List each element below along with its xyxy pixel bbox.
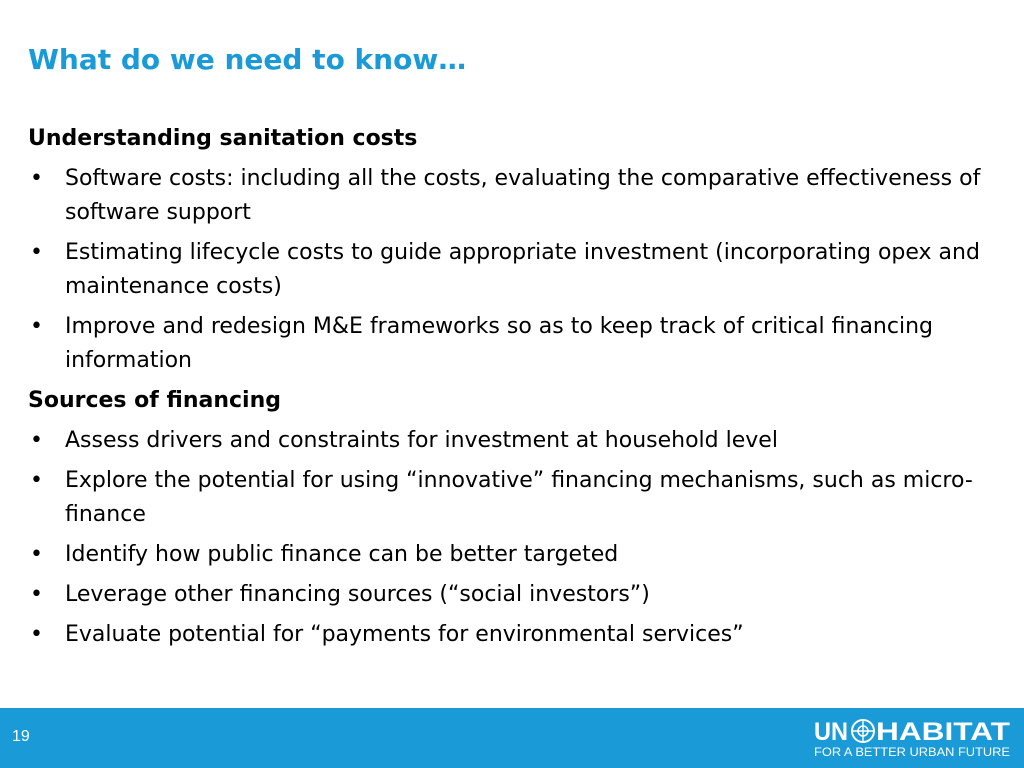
bullet-text: Assess drivers and constraints for investment at household level xyxy=(65,428,778,453)
section-heading-costs: Understanding sanitation costs xyxy=(28,126,418,151)
bullet-text: Improve and redesign M&E frameworks so as to keep track of critical financing information xyxy=(65,314,933,373)
bullet-text: Identify how public finance can be better targeted xyxy=(65,542,619,567)
bullet-icon: • xyxy=(30,542,43,567)
bullet-icon: • xyxy=(30,240,43,265)
bullet-text: Evaluate potential for “payments for environmental services” xyxy=(65,622,744,647)
bullet-list-financing xyxy=(28,424,1008,652)
bullet-icon: • xyxy=(30,622,43,647)
bullet-item xyxy=(28,618,1008,652)
section-heading-financing: Sources of financing xyxy=(28,388,281,413)
bullet-item xyxy=(28,538,1008,572)
bullet-icon: • xyxy=(30,582,43,607)
bullet-icon: • xyxy=(30,166,43,191)
bullet-item xyxy=(28,464,1008,532)
slide-title: What do we need to know… xyxy=(28,43,467,76)
bullet-item xyxy=(28,578,1008,612)
bullet-item xyxy=(28,236,1008,304)
bullet-icon: • xyxy=(30,314,43,339)
svg-text:HABITAT: HABITAT xyxy=(876,718,1010,746)
bullet-item xyxy=(28,424,1008,458)
bullet-text: Software costs: including all the costs, evaluating the comparative effectiveness of software support xyxy=(65,166,981,225)
bullet-text: Explore the potential for using “innovative” financing mechanisms, such as micro-finance xyxy=(65,468,973,527)
svg-text:UN: UN xyxy=(814,718,848,746)
bullet-item xyxy=(28,162,1008,230)
bullet-icon: • xyxy=(30,428,43,453)
bullet-text: Estimating lifecycle costs to guide appropriate investment (incorporating opex and maintenance costs) xyxy=(65,240,980,299)
bullet-item xyxy=(28,310,1008,378)
logo-tagline: FOR A BETTER URBAN FUTURE xyxy=(814,747,1011,759)
un-habitat-logo xyxy=(814,714,1014,760)
page-number: 19 xyxy=(12,728,30,745)
bullet-list-costs xyxy=(28,162,1008,378)
bullet-text: Leverage other financing sources (“social investors”) xyxy=(65,582,650,607)
globe-icon xyxy=(852,720,874,742)
bullet-icon: • xyxy=(30,468,43,493)
footer-bar xyxy=(0,708,1024,768)
slide-content xyxy=(28,122,1008,658)
